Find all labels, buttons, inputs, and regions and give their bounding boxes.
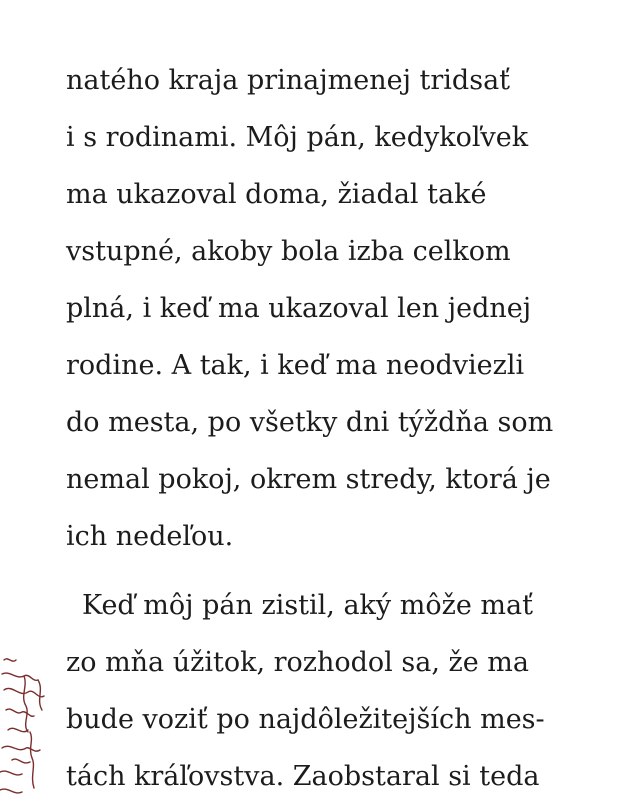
floral-ornament-icon [0, 640, 60, 800]
paragraph-2 [66, 583, 626, 800]
text-line: nemal pokoj, okrem stredy, ktorá je [66, 464, 551, 495]
text-line: Keď môj pán zistil, aký môže mať [82, 590, 533, 621]
text-line: bude voziť po najdôležitejších mes- [66, 704, 545, 735]
paragraph-gap [66, 571, 626, 583]
text-line: plná, i keď ma ukazoval len jednej [66, 293, 532, 324]
text-line: do mesta, po všetky dni týždňa som [66, 407, 554, 438]
text-line: i s rodinami. Môj pán, kedykoľvek [66, 122, 529, 153]
text-line: tách kráľovstva. Zaobstaral si teda [66, 761, 540, 792]
text-line: ma ukazoval doma, žiadal také [66, 179, 487, 210]
text-line: vstupné, akoby bola izba celkom [66, 236, 511, 267]
text-line: ich nedeľou. [66, 521, 234, 552]
text-line: zo mňa úžitok, rozhodol sa, že ma [66, 647, 530, 678]
text-line: natého kraja prinajmenej tridsať [66, 65, 511, 96]
paragraph-1 [66, 58, 626, 571]
page-body-text [66, 58, 626, 800]
text-line: rodine. A tak, i keď ma neodviezli [66, 350, 525, 381]
